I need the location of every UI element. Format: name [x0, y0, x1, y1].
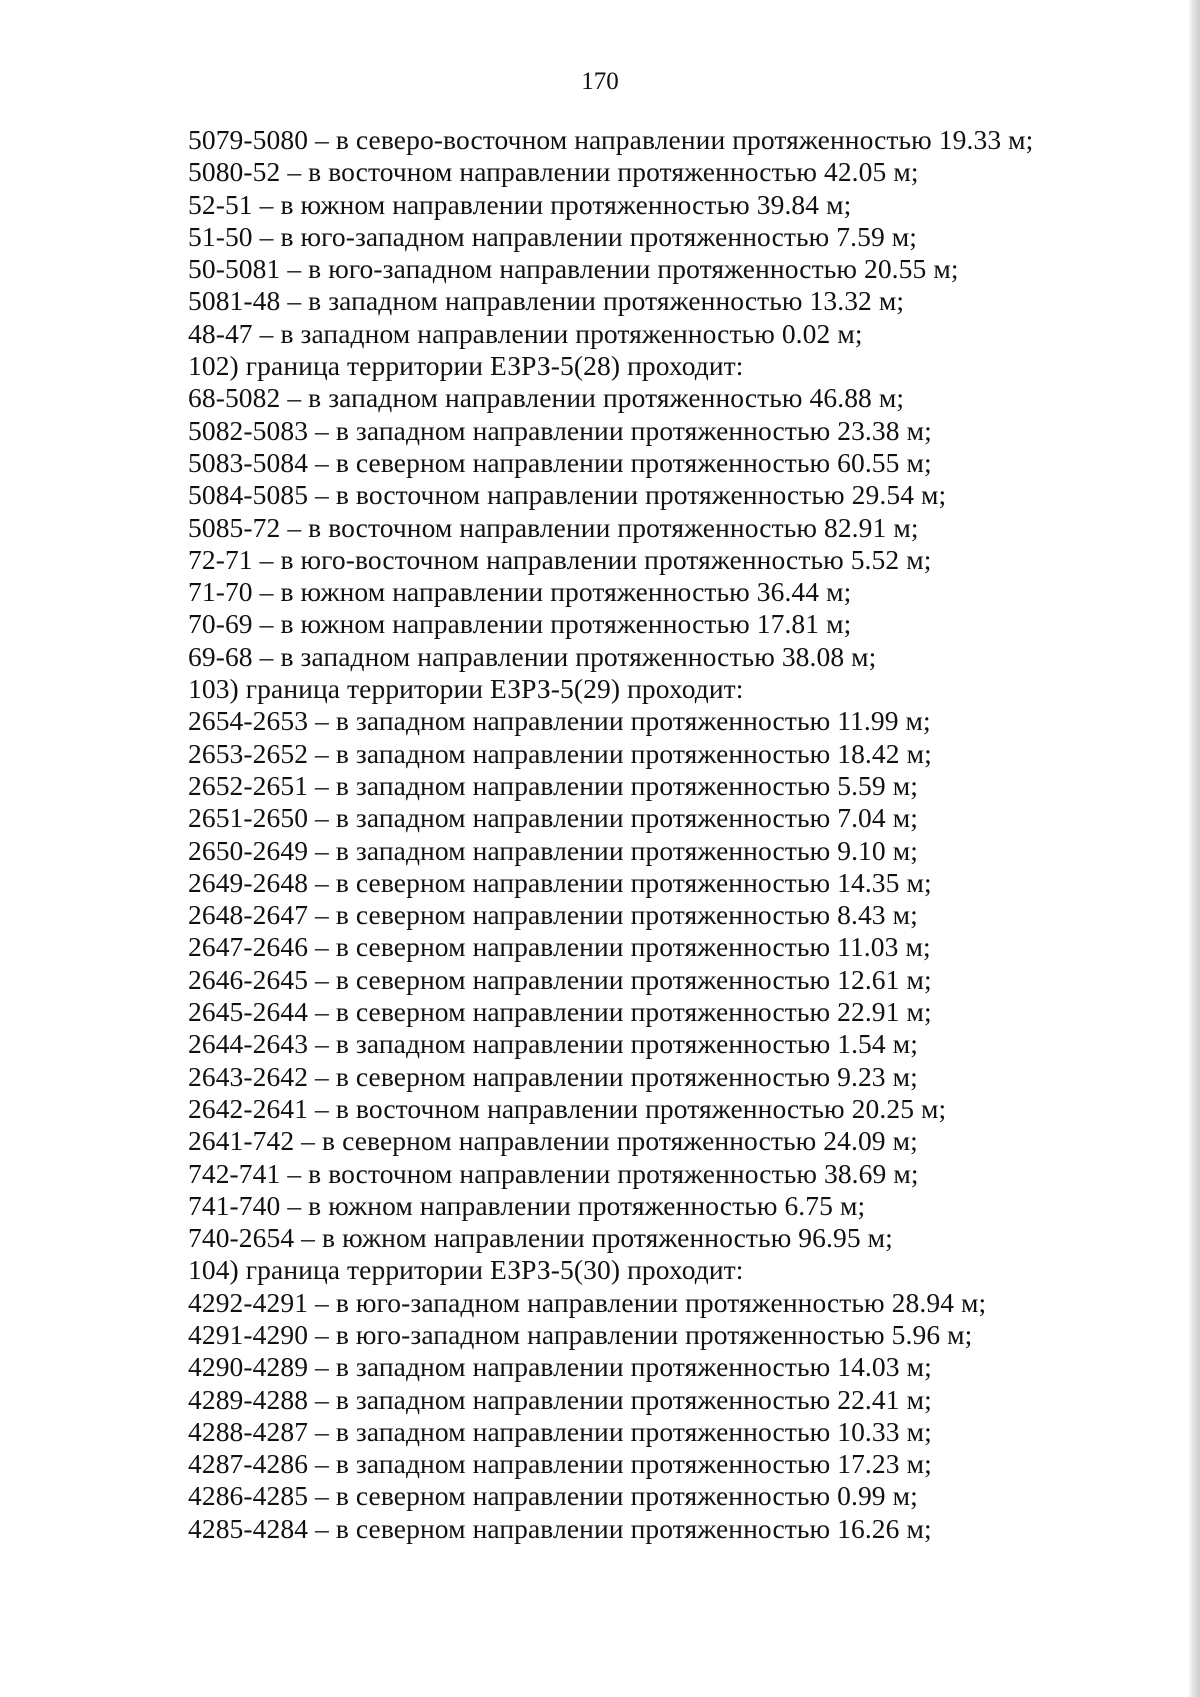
- boundary-segment-line: 4290-4289 – в западном направлении протяженностью 14.03 м;: [188, 1351, 932, 1383]
- boundary-segment-line: 48-47 – в западном направлении протяженностью 0.02 м;: [188, 317, 863, 349]
- boundary-segment-line: 70-69 – в южном направлении протяженностью 17.81 м;: [188, 608, 852, 640]
- boundary-segment-line: 2654-2653 – в западном направлении протяженностью 11.99 м;: [188, 705, 931, 737]
- boundary-segment-line: 5079-5080 – в северо-восточном направлении протяженностью 19.33 м;: [188, 124, 1034, 155]
- boundary-segment-line: 71-70 – в южном направлении протяженностью 36.44 м;: [188, 576, 852, 608]
- page-edge-shadow: [1188, 0, 1200, 1697]
- boundary-segment-line: 2641-742 – в северном направлении протяженностью 24.09 м;: [188, 1125, 918, 1157]
- section-heading-line: 103) граница территории ЕЗРЗ-5(29) проходит:: [188, 673, 744, 705]
- boundary-segment-line: 2651-2650 – в западном направлении протяженностью 7.04 м;: [188, 802, 918, 834]
- boundary-segment-line: 5085-72 – в восточном направлении протяженностью 82.91 м;: [188, 511, 919, 543]
- section-heading-line: 104) граница территории ЕЗРЗ-5(30) проходит:: [188, 1254, 744, 1286]
- boundary-segment-line: 4288-4287 – в западном направлении протяженностью 10.33 м;: [188, 1415, 932, 1447]
- boundary-segment-line: 4289-4288 – в западном направлении протяженностью 22.41 м;: [188, 1383, 932, 1415]
- boundary-segment-line: 2647-2646 – в северном направлении протяженностью 11.03 м;: [188, 931, 931, 963]
- boundary-segment-line: 52-51 – в южном направлении протяженностью 39.84 м;: [188, 188, 852, 220]
- boundary-segment-line: 5083-5084 – в северном направлении протяженностью 60.55 м;: [188, 446, 932, 478]
- boundary-segment-line: 2652-2651 – в западном направлении протяженностью 5.59 м;: [188, 769, 918, 801]
- boundary-segment-line: 2648-2647 – в северном направлении протяженностью 8.43 м;: [188, 899, 918, 931]
- boundary-segment-line: 2650-2649 – в западном направлении протяженностью 9.10 м;: [188, 834, 918, 866]
- boundary-segment-line: 4287-4286 – в западном направлении протяженностью 17.23 м;: [188, 1448, 932, 1480]
- boundary-segment-line: 4285-4284 – в северном направлении протяженностью 16.26 м;: [188, 1512, 932, 1544]
- section-heading-line: 102) граница территории ЕЗРЗ-5(28) проходит:: [188, 350, 744, 382]
- boundary-segment-line: 5082-5083 – в западном направлении протяженностью 23.38 м;: [188, 414, 932, 446]
- boundary-segment-line: 2643-2642 – в северном направлении протяженностью 9.23 м;: [188, 1060, 918, 1092]
- boundary-segment-line: 69-68 – в западном направлении протяженностью 38.08 м;: [188, 640, 877, 672]
- boundary-segment-line: 2646-2645 – в северном направлении протяженностью 12.61 м;: [188, 963, 932, 995]
- boundary-segment-line: 4286-4285 – в северном направлении протяженностью 0.99 м;: [188, 1480, 918, 1512]
- boundary-segment-line: 4292-4291 – в юго-западном направлении протяженностью 28.94 м;: [188, 1286, 987, 1318]
- boundary-segment-line: 72-71 – в юго-восточном направлении протяженностью 5.52 м;: [188, 543, 932, 575]
- boundary-segment-line: 742-741 – в восточном направлении протяженностью 38.69 м;: [188, 1157, 919, 1189]
- boundary-segment-line: 2653-2652 – в западном направлении протяженностью 18.42 м;: [188, 737, 932, 769]
- boundary-segment-line: 2649-2648 – в северном направлении протяженностью 14.35 м;: [188, 866, 932, 898]
- boundary-segment-line: 2644-2643 – в западном направлении протяженностью 1.54 м;: [188, 1028, 918, 1060]
- boundary-segment-line: 740-2654 – в южном направлении протяженностью 96.95 м;: [188, 1222, 893, 1254]
- boundary-segment-line: 51-50 – в юго-западном направлении протяженностью 7.59 м;: [188, 220, 918, 252]
- boundary-segment-line: 2645-2644 – в северном направлении протяженностью 22.91 м;: [188, 996, 932, 1028]
- boundary-segment-line: 4291-4290 – в юго-западном направлении протяженностью 5.96 м;: [188, 1318, 973, 1350]
- boundary-description-list: [188, 124, 1033, 1545]
- boundary-segment-line: 5080-52 – в восточном направлении протяженностью 42.05 м;: [188, 156, 919, 188]
- boundary-segment-line: 741-740 – в южном направлении протяженностью 6.75 м;: [188, 1189, 866, 1221]
- page-number: 170: [581, 68, 619, 95]
- boundary-segment-line: 5081-48 – в западном направлении протяженностью 13.32 м;: [188, 285, 905, 317]
- boundary-segment-line: 2642-2641 – в восточном направлении протяженностью 20.25 м;: [188, 1092, 947, 1124]
- boundary-segment-line: 50-5081 – в юго-западном направлении протяженностью 20.55 м;: [188, 253, 959, 285]
- boundary-segment-line: 68-5082 – в западном направлении протяженностью 46.88 м;: [188, 382, 905, 414]
- boundary-segment-line: 5084-5085 – в восточном направлении протяженностью 29.54 м;: [188, 479, 947, 511]
